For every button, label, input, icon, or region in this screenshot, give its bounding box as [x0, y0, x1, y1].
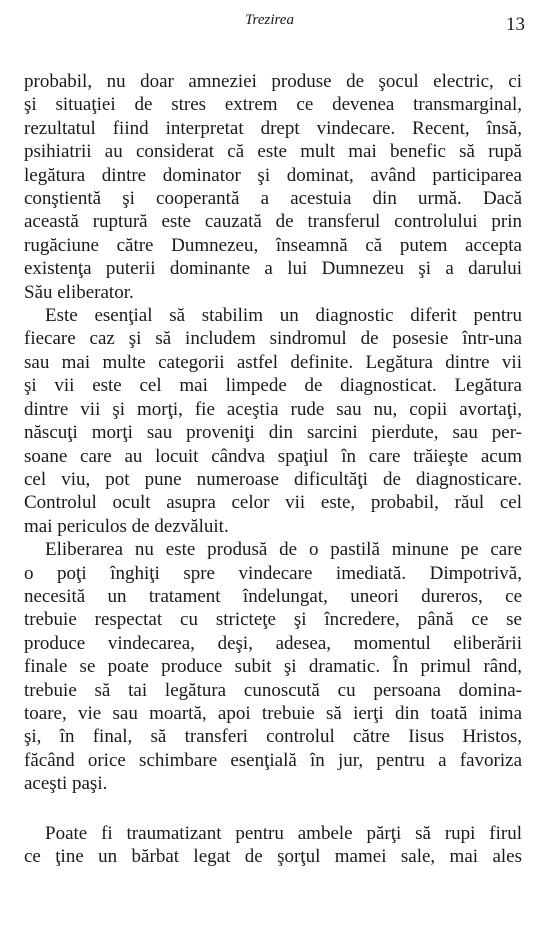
text-line: şi, în final, să transferi controlul către Iisus Hristos,	[24, 726, 522, 748]
text-line: probabil, nu doar amneziei produse de şocul electric, ci	[24, 71, 522, 92]
text-line: ce ţine un bărbat legat de şorţul mamei sale, mai ales	[24, 846, 522, 867]
text-line: fiecare caz şi să includem sindromul de posesie într-una	[24, 328, 522, 350]
paragraph-3	[24, 538, 522, 795]
body-text	[24, 70, 522, 868]
text-line: această ruptură este cauzată de transferul controlului prin	[24, 211, 522, 233]
text-line: cel viu, pot pune numeroase dificultăţi de diagnosticare.	[24, 468, 522, 490]
paragraph-2	[24, 304, 522, 538]
text-line: finale se poate produce subit şi dramatic. În primul rând,	[24, 656, 522, 678]
text-line: făcând orice schimbare esenţială în jur, pentru a favoriza	[24, 749, 522, 771]
text-line: Controlul ocult asupra celor vii este, probabil, răul cel	[24, 492, 522, 514]
page-number: 13	[506, 14, 525, 35]
running-title: Trezirea	[245, 12, 294, 28]
text-line: rugăciune către Dumnezeu, înseamnă că putem accepta	[24, 234, 522, 256]
text-line: o poţi înghiţi spre vindecare imediată. Dimpotrivă,	[24, 562, 522, 584]
text-line: produce vindecarea, deşi, adesea, momentul eliberării	[24, 632, 522, 654]
text-line: existenţa puterii dominante a lui Dumnezeu şi a darului	[24, 258, 522, 280]
paragraph-4	[24, 822, 522, 869]
text-line: trebuie respectat cu stricteţe şi încredere, până ce se	[24, 609, 522, 631]
text-line: rezultatul fiind interpretat drept vindecare. Recent, însă,	[24, 117, 522, 139]
text-line: legătura dintre dominator şi dominat, având participarea	[24, 164, 522, 186]
text-line: născuţi morţi sau proveniţi din sarcini pierdute, sau per-	[24, 422, 522, 444]
text-line: conştientă şi cooperantă a acestuia din urmă. Dacă	[24, 188, 522, 210]
text-line: şi situaţiei de stres extrem ce devenea transmarginal,	[24, 94, 522, 116]
text-line: necesită un tratament îndelungat, uneori dureros, ce	[24, 585, 522, 607]
text-line: Eliberarea nu este produsă de o pastilă minune pe care	[45, 539, 522, 561]
text-line: dintre vii şi morţi, fie aceştia rude sau nu, copii avortaţi,	[24, 398, 522, 420]
text-line: Său eliberator.	[24, 281, 134, 303]
text-line: Este esenţial să stabilim un diagnostic diferit pentru	[45, 305, 522, 327]
paragraph-1	[24, 70, 522, 304]
paragraph-spacer	[24, 796, 522, 822]
text-line: Poate fi traumatizant pentru ambele părţi să rupi firul	[45, 822, 522, 844]
text-line: mai periculos de dezvăluit.	[24, 515, 229, 537]
text-line: trebuie să tai legătura cunoscută cu persoana domina-	[24, 679, 522, 701]
text-line: aceşti paşi.	[24, 773, 108, 795]
text-line: psihiatrii au considerat că este mult mai benefic să rupă	[24, 141, 522, 163]
text-line: şi vii este cel mai limpede de diagnosticat. Legătura	[24, 375, 522, 397]
text-line: soane care au locuit cândva spaţiul în care trăieşte acum	[24, 445, 522, 467]
text-line: toare, vie sau moartă, apoi trebuie să ierţi din toată inima	[24, 702, 522, 724]
text-line: sau mai multe categorii astfel definite. Legătura dintre vii	[24, 351, 522, 373]
